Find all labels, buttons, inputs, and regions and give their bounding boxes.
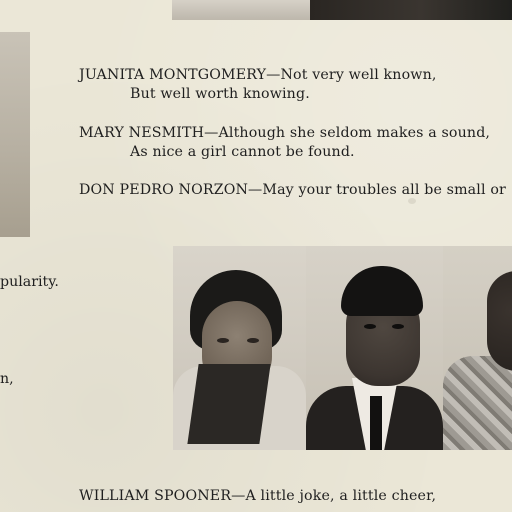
- portrait-photo-partial: [443, 246, 512, 450]
- caption-verse-line: As nice a girl cannot be found.: [130, 144, 355, 160]
- caption-don-pedro-norzon: [79, 181, 506, 200]
- caption-name-line: DON PEDRO NORZON—May your troubles all be small or: [79, 182, 506, 198]
- left-partial-portrait: [0, 32, 30, 237]
- eye-shape: [392, 324, 404, 329]
- paper-smudge: [408, 198, 416, 204]
- eye-shape: [247, 338, 259, 343]
- eye-shape: [217, 338, 229, 343]
- caption-juanita-montgomery: [79, 66, 437, 104]
- tie-shape: [370, 396, 382, 450]
- caption-william-spooner: [79, 487, 436, 506]
- caption-name-line: WILLIAM SPOONER—A little joke, a little cheer,: [79, 488, 437, 504]
- hair-shape: [341, 266, 423, 316]
- left-caption-fragment: pularity.: [0, 274, 59, 290]
- portrait-photo-girl: [173, 246, 306, 450]
- scarf-shape: [187, 364, 270, 444]
- top-photo-left: [172, 0, 310, 20]
- eye-shape: [364, 324, 376, 329]
- dress-shape: [443, 356, 512, 450]
- caption-name-line: MARY NESMITH—Although she seldom makes a sound,: [79, 125, 491, 141]
- caption-verse-line: But well worth knowing.: [130, 86, 310, 102]
- caption-mary-nesmith: [79, 124, 490, 162]
- left-caption-fragment: n,: [0, 371, 14, 387]
- portrait-photo-boy: [306, 246, 443, 450]
- caption-name-line: JUANITA MONTGOMERY—Not very well known,: [79, 67, 437, 83]
- top-photo-right: [310, 0, 512, 20]
- face-shape: [487, 271, 512, 371]
